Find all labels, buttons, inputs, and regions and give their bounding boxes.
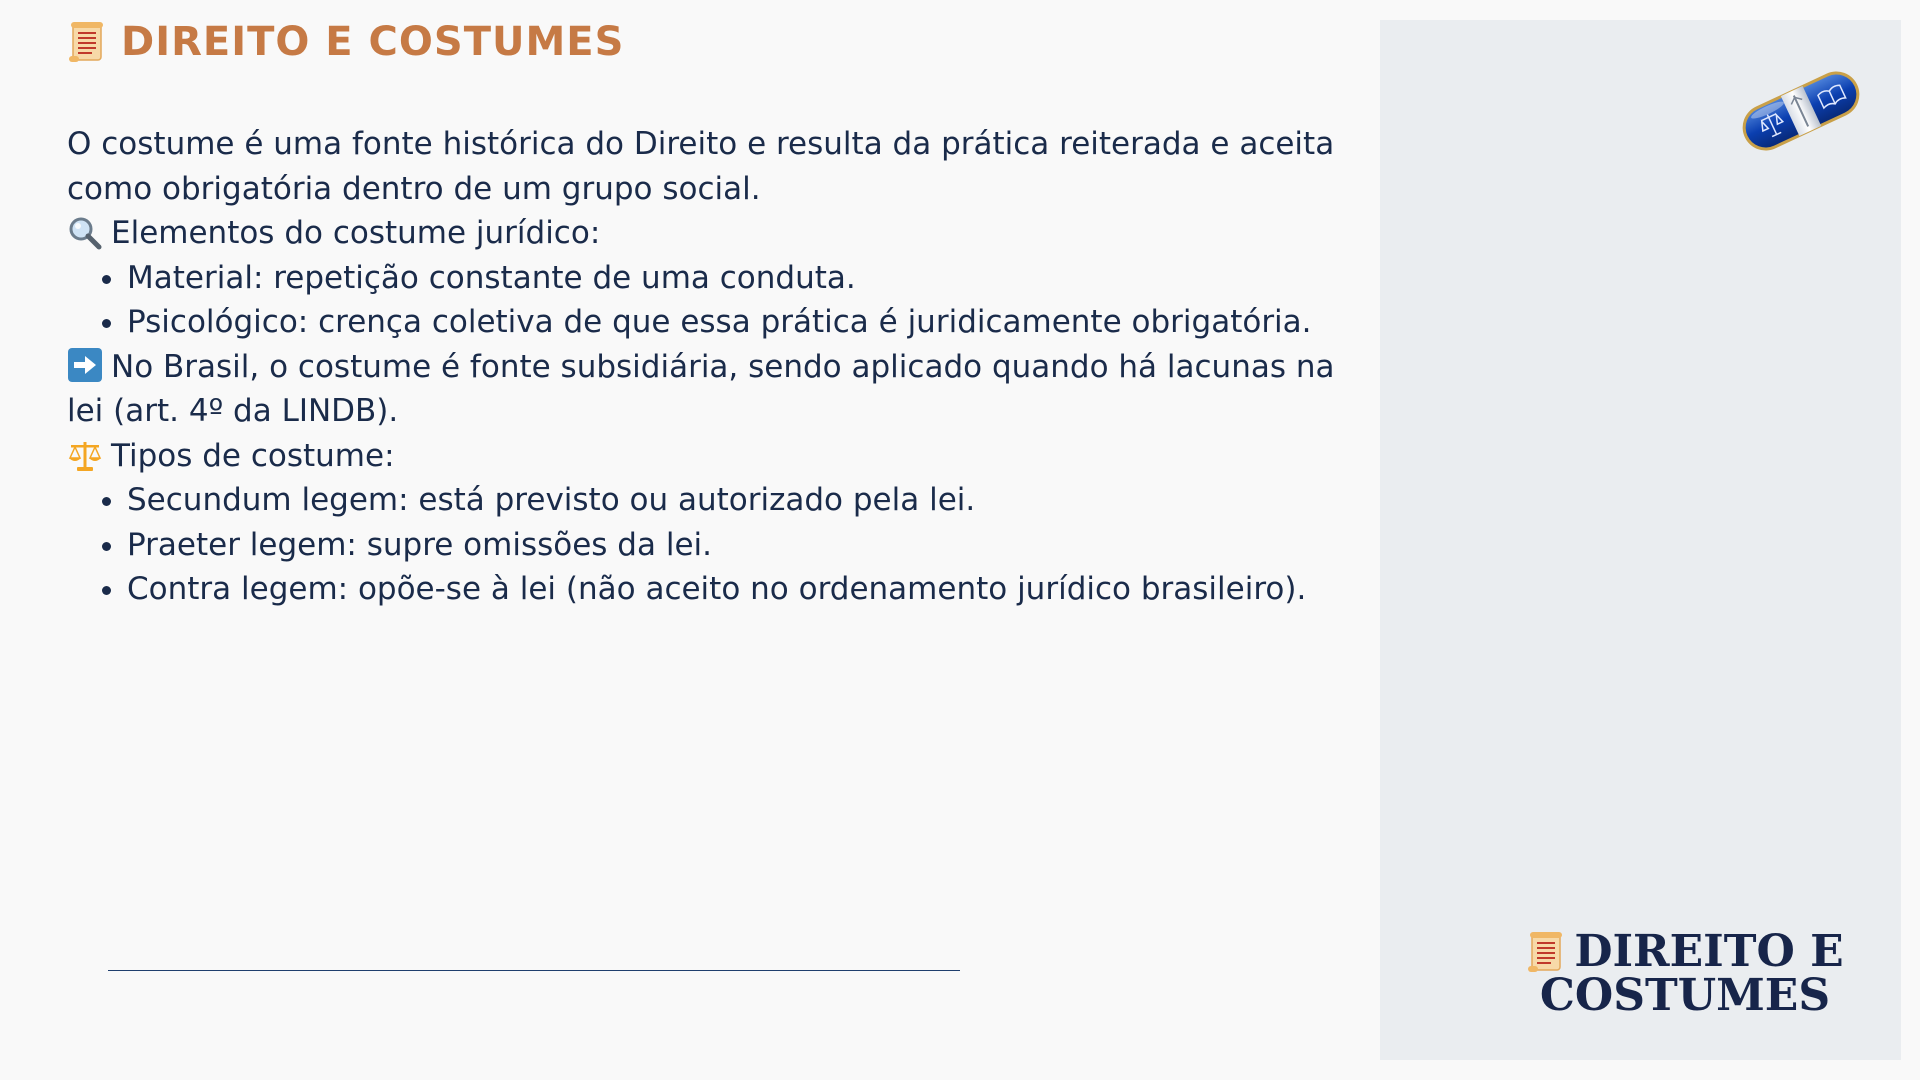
intro-paragraph: O costume é uma fonte histórica do Direito e resulta da prática reiterada e aceita como obrigatória dentro de um grupo social. xyxy=(67,126,1335,207)
list-item: Secundum legem: está previsto ou autorizado pela lei. xyxy=(127,478,1337,523)
body-text xyxy=(67,122,1337,612)
divider xyxy=(108,970,960,971)
law-capsule-logo xyxy=(1731,56,1871,166)
arrow-right-icon xyxy=(67,347,103,383)
elements-heading-text: Elementos do costume jurídico: xyxy=(111,215,601,251)
sidebar xyxy=(1380,20,1901,1060)
page-title-text: DIREITO E COSTUMES xyxy=(121,19,625,65)
main-content xyxy=(67,18,1337,612)
brazil-paragraph xyxy=(67,345,1337,434)
types-list xyxy=(67,478,1337,612)
list-item: Contra legem: opõe-se à lei (não aceito no ordenamento jurídico brasileiro). xyxy=(127,567,1337,612)
page-title xyxy=(67,18,1337,66)
elements-list xyxy=(67,256,1337,345)
types-heading xyxy=(67,434,1337,479)
scales-icon xyxy=(67,438,103,474)
brazil-text: No Brasil, o costume é fonte subsidiária, sendo aplicado quando há lacunas na lei (art. 4º da LINDB). xyxy=(67,348,1335,429)
sidebar-title-line2: COSTUMES xyxy=(1539,970,1831,1021)
list-item: Praeter legem: supre omissões da lei. xyxy=(127,523,1337,568)
magnifier-icon xyxy=(67,215,103,251)
elements-heading xyxy=(67,211,1337,256)
sidebar-title-line1: DIREITO E xyxy=(1574,926,1844,977)
list-item: Psicológico: crença coletiva de que essa prática é juridicamente obrigatória. xyxy=(127,300,1337,345)
types-heading-text: Tipos de costume: xyxy=(111,437,395,474)
list-item: Material: repetição constante de uma conduta. xyxy=(127,256,1337,301)
sidebar-title xyxy=(1495,926,1875,1021)
scroll-icon xyxy=(67,20,107,64)
scroll-icon xyxy=(1526,930,1566,974)
